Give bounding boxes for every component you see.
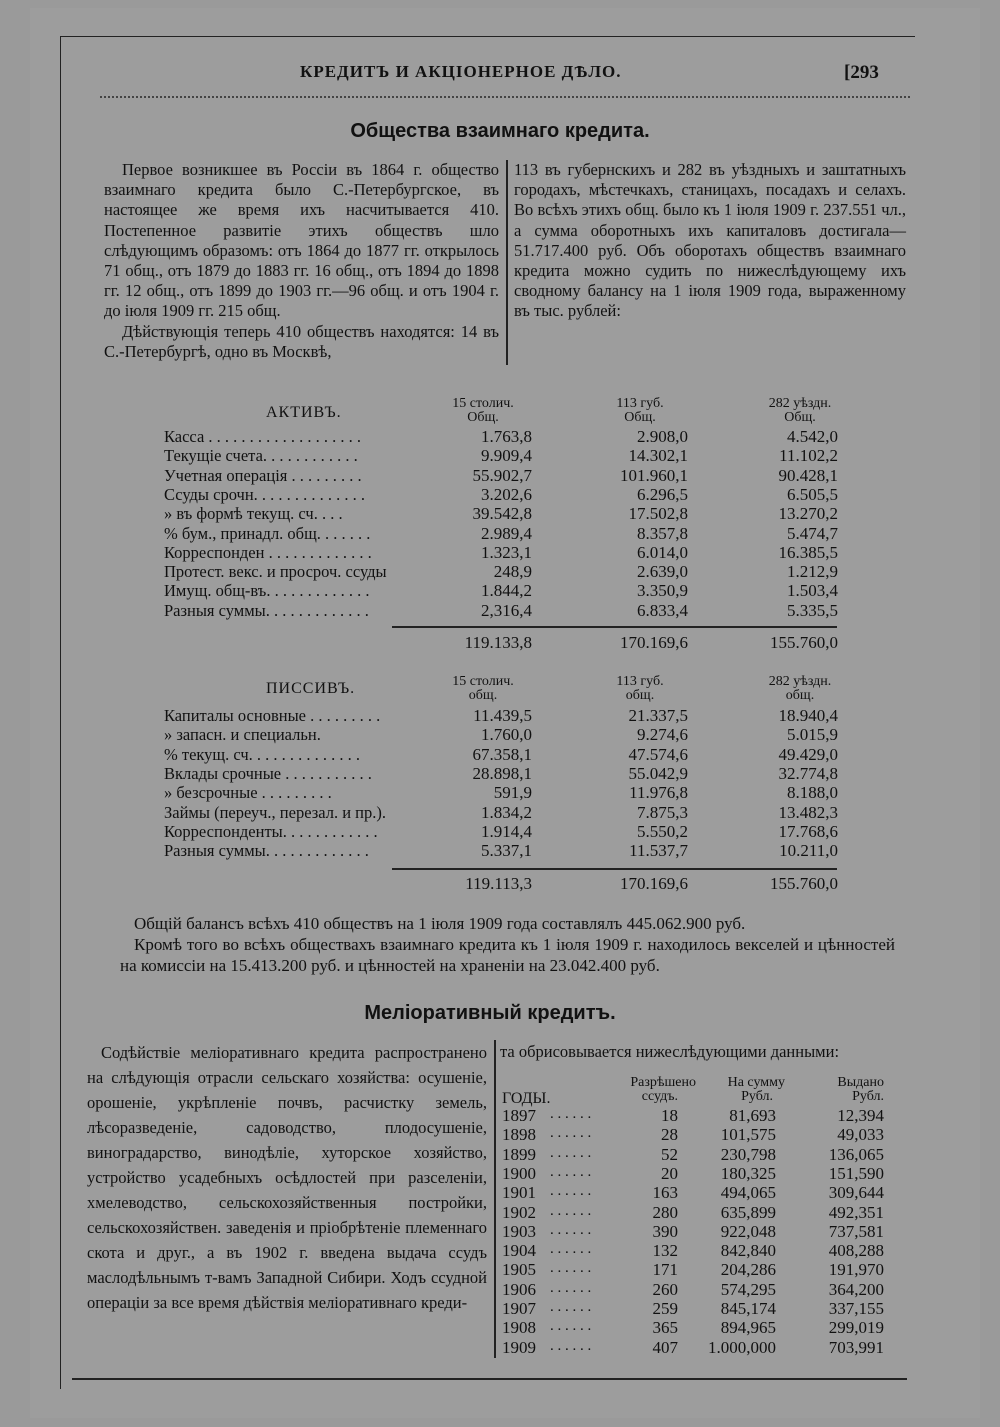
- approved-cell: 280: [652, 1202, 678, 1222]
- cell-value: 11.537,7: [629, 841, 688, 861]
- leader-dots: . . . . . .: [550, 1106, 592, 1122]
- cell-value: 10.211,0: [779, 841, 838, 861]
- cell-value: 9.274,6: [637, 725, 688, 745]
- sum-cell: 635,899: [720, 1202, 776, 1222]
- issued-cell: 136,065: [828, 1144, 884, 1164]
- leader-dots: . . . . . .: [550, 1279, 592, 1296]
- cell-value: 55.902,7: [472, 465, 532, 485]
- total-value: 119.113,3: [465, 874, 532, 893]
- total-rule: [392, 868, 837, 870]
- cell-value: 3.202,6: [481, 484, 532, 504]
- cell-value: 17.768,6: [778, 821, 838, 841]
- year-cell: 1907: [502, 1299, 536, 1318]
- column-header: 282 уѣздн. общ.: [768, 674, 832, 703]
- total-value: 155.760,0: [770, 874, 838, 893]
- approved-header: Разрѣшено ссудъ.: [630, 1075, 696, 1104]
- leader-dots: . . . . . .: [550, 1163, 592, 1180]
- row-label: Имущ. общ-въ. . . . . . . . . . . . .: [164, 581, 370, 601]
- approved-cell: 365: [652, 1318, 678, 1338]
- cell-value: 16.385,5: [778, 542, 838, 562]
- year-cell: 1905: [502, 1260, 536, 1280]
- sum-cell: 81,693: [729, 1106, 776, 1125]
- section-title-mutual-credit: Общества взаимнаго кредита.: [350, 120, 650, 142]
- sum-cell: 922,048: [720, 1221, 776, 1241]
- summary-line: Общій балансъ всѣхъ 410 обществъ на 1 іюля 1909 года составлялъ 445.062.900 руб.: [134, 914, 746, 933]
- paragraph: Первое возникшее въ Россіи въ 1864 г. общество взаимнаго кредита было С.-Петербургское, въ настоящее же время ихъ насчитывается 410. Постепенное развитіе этихъ обществъ шло слѣдующимъ образомъ: отъ 1864 до 1877 гг. открылось 71 общ., отъ 1879 до 1883 гг. 16 общ., отъ 1894 до 1898 гг. 12 общ., отъ 1899 до 1903 гг.—96 общ. и отъ 1904 г. до іюля 1909 гг. 215 общ.: [104, 160, 499, 321]
- sum-cell: 1.000,000: [708, 1337, 776, 1357]
- active-title: АКТИВЪ.: [266, 404, 342, 421]
- year-cell: 1897: [502, 1106, 536, 1125]
- total-rule: [392, 626, 837, 628]
- cell-value: 6.833,4: [637, 600, 688, 620]
- column-header: 113 губ. Общ.: [616, 396, 664, 425]
- bottom-rule: [72, 1378, 907, 1380]
- total-value: 155.760,0: [770, 633, 838, 652]
- cell-value: 248,9: [493, 562, 532, 582]
- column-divider: [494, 1040, 496, 1358]
- approved-cell: 28: [661, 1125, 678, 1145]
- issued-cell: 408,288: [828, 1241, 884, 1261]
- cell-value: 1.212,9: [787, 562, 838, 582]
- cell-value: 5.015,9: [787, 725, 838, 745]
- cell-value: 9.909,4: [481, 446, 532, 466]
- balance-summary: [120, 913, 895, 976]
- right-column-text: [514, 160, 906, 322]
- cell-value: 11.976,8: [629, 783, 688, 803]
- approved-cell: 171: [652, 1260, 678, 1280]
- cell-value: 90.428,1: [778, 465, 838, 485]
- cell-value: 1.323,1: [481, 542, 532, 562]
- approved-cell: 20: [661, 1163, 678, 1183]
- approved-cell: 407: [652, 1337, 678, 1357]
- row-label: Вклады срочные . . . . . . . . . . .: [164, 763, 372, 783]
- leader-dots: . . . . . .: [550, 1337, 592, 1354]
- year-cell: 1903: [502, 1221, 536, 1241]
- cell-value: 7.875,3: [637, 802, 688, 822]
- year-cell: 1902: [502, 1202, 536, 1222]
- approved-cell: 390: [652, 1221, 678, 1241]
- total-value: 119.133,8: [464, 633, 532, 652]
- header-rule: [100, 96, 910, 106]
- year-cell: 1906: [502, 1279, 536, 1299]
- leader-dots: . . . . . .: [550, 1125, 592, 1142]
- issued-cell: 737,581: [828, 1221, 884, 1241]
- approved-cell: 132: [652, 1241, 678, 1261]
- leader-dots: . . . . . .: [550, 1183, 592, 1200]
- leader-dots: . . . . . .: [550, 1221, 592, 1238]
- row-label: » запасн. и специальн.: [164, 725, 321, 745]
- issued-cell: 49,033: [837, 1125, 884, 1145]
- row-label: Разныя суммы. . . . . . . . . . . . .: [164, 841, 369, 861]
- cell-value: 6.505,5: [787, 484, 838, 504]
- paragraph: Дѣйствующія теперь 410 обществъ находятся: 14 въ С.-Петербургѣ, одно въ Москвѣ,: [104, 321, 499, 361]
- cell-value: 1.763,8: [481, 427, 532, 446]
- paragraph: Содѣйствіе меліоративнаго кредита распространено на слѣдующія отрасли сельскаго хозяйства: осушеніе, орошеніе, укрѣпленіе почвъ, расчистку земель, лѣсоразведеніе, садоводство, плодосушеніе, виноградарство, винодѣліе, хуторское хозяйство, устройство усадебныхъ осѣдлостей при разселеніи, хмелеводство, сельскохозяйственныя постройки, сельскохозяйствен. заведенія и пріобрѣтеніе племеннаго скота и друг., а въ 1902 г. введена выдача ссудъ маслодѣльнымъ т-вамъ Западной Сибири. Ходъ ссудной операціи за все время дѣйствія меліоративнаго креди-: [87, 1043, 487, 1312]
- column-header: 113 губ. общ.: [616, 674, 664, 703]
- year-cell: 1908: [502, 1318, 536, 1338]
- row-label: % бум., принадл. общ. . . . . . .: [164, 523, 371, 543]
- sum-cell: 574,295: [720, 1279, 776, 1299]
- cell-value: 14.302,1: [628, 446, 688, 466]
- leader-dots: . . . . . .: [550, 1318, 592, 1335]
- cell-value: 67.358,1: [472, 744, 532, 764]
- cell-value: 13.482,3: [778, 802, 838, 822]
- cell-value: 591,9: [493, 783, 532, 803]
- cell-value: 2.639,0: [637, 562, 688, 582]
- sum-cell: 101,575: [720, 1125, 776, 1145]
- sum-cell: 204,286: [720, 1260, 776, 1280]
- issued-cell: 191,970: [828, 1260, 884, 1280]
- cell-value: 5.337,1: [481, 841, 532, 861]
- section-title-melioration-credit: Меліоративный кредитъ.: [364, 1002, 616, 1024]
- issued-header: Выдано Рубл.: [837, 1075, 884, 1104]
- sum-cell: 894,965: [720, 1318, 776, 1338]
- approved-cell: 260: [652, 1279, 678, 1299]
- total-value: 170.169,6: [620, 633, 688, 652]
- cell-value: 4.542,0: [787, 427, 838, 446]
- row-label: Займы (переуч., перезал. и пр.).: [164, 802, 386, 822]
- cell-value: 1.760,0: [481, 725, 532, 745]
- left-column-text: [104, 160, 499, 362]
- row-label: Касса . . . . . . . . . . . . . . . . . . .: [164, 427, 362, 446]
- row-label: Ссуды срочн. . . . . . . . . . . . . .: [164, 484, 366, 504]
- melioration-intro: та обрисовывается нижеслѣдующими данными:: [500, 1042, 840, 1061]
- year-cell: 1900: [502, 1163, 536, 1183]
- cell-value: 1.914,4: [481, 821, 532, 841]
- cell-value: 39.542,8: [472, 504, 532, 524]
- leader-dots: . . . . . .: [550, 1202, 592, 1219]
- approved-cell: 52: [661, 1144, 678, 1164]
- cell-value: 1.844,2: [481, 581, 532, 601]
- cell-value: 11.102,2: [779, 446, 838, 466]
- cell-value: 6.296,5: [637, 484, 688, 504]
- running-title: КРЕДИТЪ И АКЦІОНЕРНОЕ ДѢЛО.: [300, 62, 622, 81]
- cell-value: 2.908,0: [637, 427, 688, 446]
- row-label: Протест. векс. и просроч. ссуды: [164, 562, 387, 582]
- total-value: 170.169,6: [620, 874, 688, 893]
- cell-value: 55.042,9: [628, 763, 688, 783]
- cell-value: 5.474,7: [787, 523, 838, 543]
- row-label: % текущ. сч. . . . . . . . . . . . . .: [164, 744, 361, 764]
- cell-value: 11.439,5: [473, 706, 532, 725]
- approved-cell: 18: [661, 1106, 678, 1125]
- cell-value: 5.335,5: [787, 600, 838, 620]
- approved-cell: 163: [652, 1183, 678, 1203]
- cell-value: 47.574,6: [628, 744, 688, 764]
- column-header: 15 столич. Общ.: [452, 396, 514, 425]
- cell-value: 18.940,4: [778, 706, 838, 725]
- row-label: Корреспонден . . . . . . . . . . . . .: [164, 542, 372, 562]
- issued-cell: 337,155: [828, 1299, 884, 1318]
- cell-value: 101.960,1: [620, 465, 688, 485]
- issued-cell: 299,019: [828, 1318, 884, 1338]
- cell-value: 2.989,4: [481, 523, 532, 543]
- page-number: [293: [844, 62, 879, 83]
- melioration-text: [87, 1040, 487, 1315]
- issued-cell: 151,590: [828, 1163, 884, 1183]
- year-cell: 1898: [502, 1125, 536, 1145]
- cell-value: 8.188,0: [787, 783, 838, 803]
- cell-value: 28.898,1: [472, 763, 532, 783]
- row-label: Капиталы основные . . . . . . . . .: [164, 706, 381, 725]
- approved-cell: 259: [652, 1299, 678, 1318]
- year-cell: 1899: [502, 1144, 536, 1164]
- row-label: Разныя суммы. . . . . . . . . . . . .: [164, 600, 369, 620]
- cell-value: 13.270,2: [778, 504, 838, 524]
- year-cell: 1909: [502, 1337, 536, 1357]
- leader-dots: . . . . . .: [550, 1241, 592, 1258]
- sum-cell: 845,174: [720, 1299, 776, 1318]
- leader-dots: . . . . . .: [550, 1144, 592, 1161]
- passive-title: ПИССИВЪ.: [266, 680, 356, 697]
- sum-cell: 230,798: [720, 1144, 776, 1164]
- sum-cell: 180,325: [720, 1163, 776, 1183]
- sum-header: На сумму Рубл.: [727, 1075, 785, 1104]
- cell-value: 3.350,9: [637, 581, 688, 601]
- leader-dots: . . . . . .: [550, 1299, 592, 1315]
- years-header: ГОДЫ.: [502, 1090, 551, 1107]
- leader-dots: . . . . . .: [550, 1260, 592, 1277]
- cell-value: 5.550,2: [637, 821, 688, 841]
- sum-cell: 842,840: [720, 1241, 776, 1261]
- issued-cell: 364,200: [828, 1279, 884, 1299]
- paragraph: 113 въ губернскихъ и 282 въ уѣздныхъ и заштатныхъ городахъ, мѣстечкахъ, станицахъ, посадахъ и селахъ. Во всѣхъ этихъ общ. было къ 1 іюля 1909 г. 237.551 чл., а сумма оборотныхъ ихъ капиталовъ достигала—51.717.400 руб. Объ оборотахъ обществъ взаимнаго кредита можно судить по нижеслѣдующему ихъ сводному балансу на 1 іюля 1909 года, выраженному въ тыс. рублей:: [514, 160, 906, 321]
- cell-value: 17.502,8: [628, 504, 688, 524]
- row-label: Текущіе счета. . . . . . . . . . . .: [164, 446, 358, 466]
- row-label: Корреспонденты. . . . . . . . . . . .: [164, 821, 378, 841]
- summary-line: Кромѣ того во всѣхъ обществахъ взаимнаго кредита къ 1 іюля 1909 г. находилось векселей и цѣнностей на комиссіи на 15.413.200 руб. и цѣнностей на храненіи на 23.042.400 руб.: [120, 935, 895, 975]
- row-label: » въ формѣ текущ. сч. . . .: [164, 504, 343, 524]
- row-label: » безсрочные . . . . . . . . .: [164, 783, 332, 803]
- cell-value: 6.014,0: [637, 542, 688, 562]
- cell-value: 1.834,2: [481, 802, 532, 822]
- issued-cell: 309,644: [828, 1183, 884, 1203]
- column-header: 282 уѣздн. Общ.: [768, 396, 832, 425]
- cell-value: 32.774,8: [778, 763, 838, 783]
- year-cell: 1904: [502, 1241, 536, 1261]
- row-label: Учетная операція . . . . . . . . .: [164, 465, 362, 485]
- issued-cell: 12,394: [837, 1106, 884, 1125]
- column-header: 15 столич. общ.: [452, 674, 514, 703]
- cell-value: 49.429,0: [778, 744, 838, 764]
- year-cell: 1901: [502, 1183, 536, 1203]
- sum-cell: 494,065: [720, 1183, 776, 1203]
- cell-value: 8.357,8: [637, 523, 688, 543]
- cell-value: 21.337,5: [628, 706, 688, 725]
- cell-value: 2,316,4: [481, 600, 532, 620]
- cell-value: 1.503,4: [787, 581, 838, 601]
- issued-cell: 703,991: [828, 1337, 884, 1357]
- column-divider: [506, 160, 508, 365]
- issued-cell: 492,351: [828, 1202, 884, 1222]
